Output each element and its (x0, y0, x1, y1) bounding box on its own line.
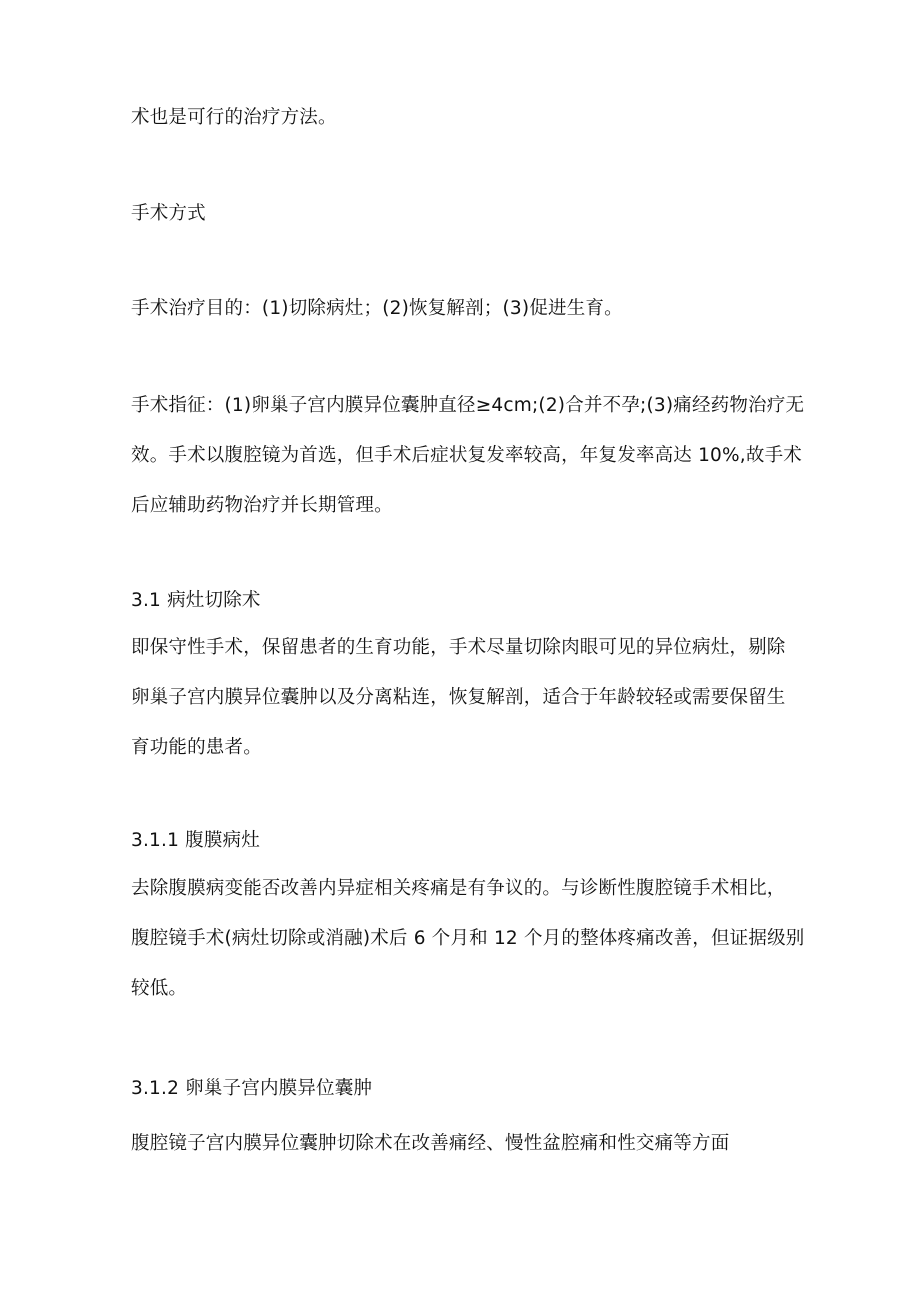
paragraph-3-1-2-line-1: 腹腔镜子宫内膜异位囊肿切除术在改善痛经、慢性盆腔痛和性交痛等方面 (131, 1133, 730, 1154)
paragraph-indications-line-1: 手术指征：(1)卵巢子宫内膜异位囊肿直径≥4cm;(2)合并不孕;(3)痛经药物治疗无 (131, 395, 805, 416)
paragraph-3-1-1-line-1: 去除腹膜病变能否改善内异症相关疼痛是有争议的。与诊断性腹腔镜手术相比， (131, 878, 786, 899)
paragraph-3-1-1-line-3: 较低。 (131, 978, 188, 999)
paragraph-3-1-line-1: 即保守性手术，保留患者的生育功能，手术尽量切除肉眼可见的异位病灶，剔除 (131, 637, 786, 658)
section-heading-3-1-1: 3.1.1 腹膜病灶 (131, 830, 260, 851)
paragraph-3-1-line-3: 育功能的患者。 (131, 737, 262, 758)
paragraph-indications-line-3: 后应辅助药物治疗并长期管理。 (131, 495, 393, 516)
section-heading-3-1: 3.1 病灶切除术 (131, 590, 261, 611)
paragraph-continuation: 术也是可行的治疗方法。 (131, 107, 337, 128)
paragraph-surgery-goals: 手术治疗目的：(1)切除病灶；(2)恢复解剖；(3)促进生育。 (131, 298, 623, 319)
section-heading-surgery-methods: 手术方式 (131, 203, 206, 224)
paragraph-indications-line-2: 效。手术以腹腔镜为首选，但手术后症状复发率较高，年复发率高达 10%,故手术 (131, 445, 802, 466)
section-heading-3-1-2: 3.1.2 卵巢子宫内膜异位囊肿 (131, 1078, 373, 1099)
paragraph-3-1-line-2: 卵巢子宫内膜异位囊肿以及分离粘连，恢复解剖，适合于年龄较轻或需要保留生 (131, 687, 786, 708)
paragraph-3-1-1-line-2: 腹腔镜手术(病灶切除或消融)术后 6 个月和 12 个月的整体疼痛改善，但证据级别 (131, 928, 805, 949)
